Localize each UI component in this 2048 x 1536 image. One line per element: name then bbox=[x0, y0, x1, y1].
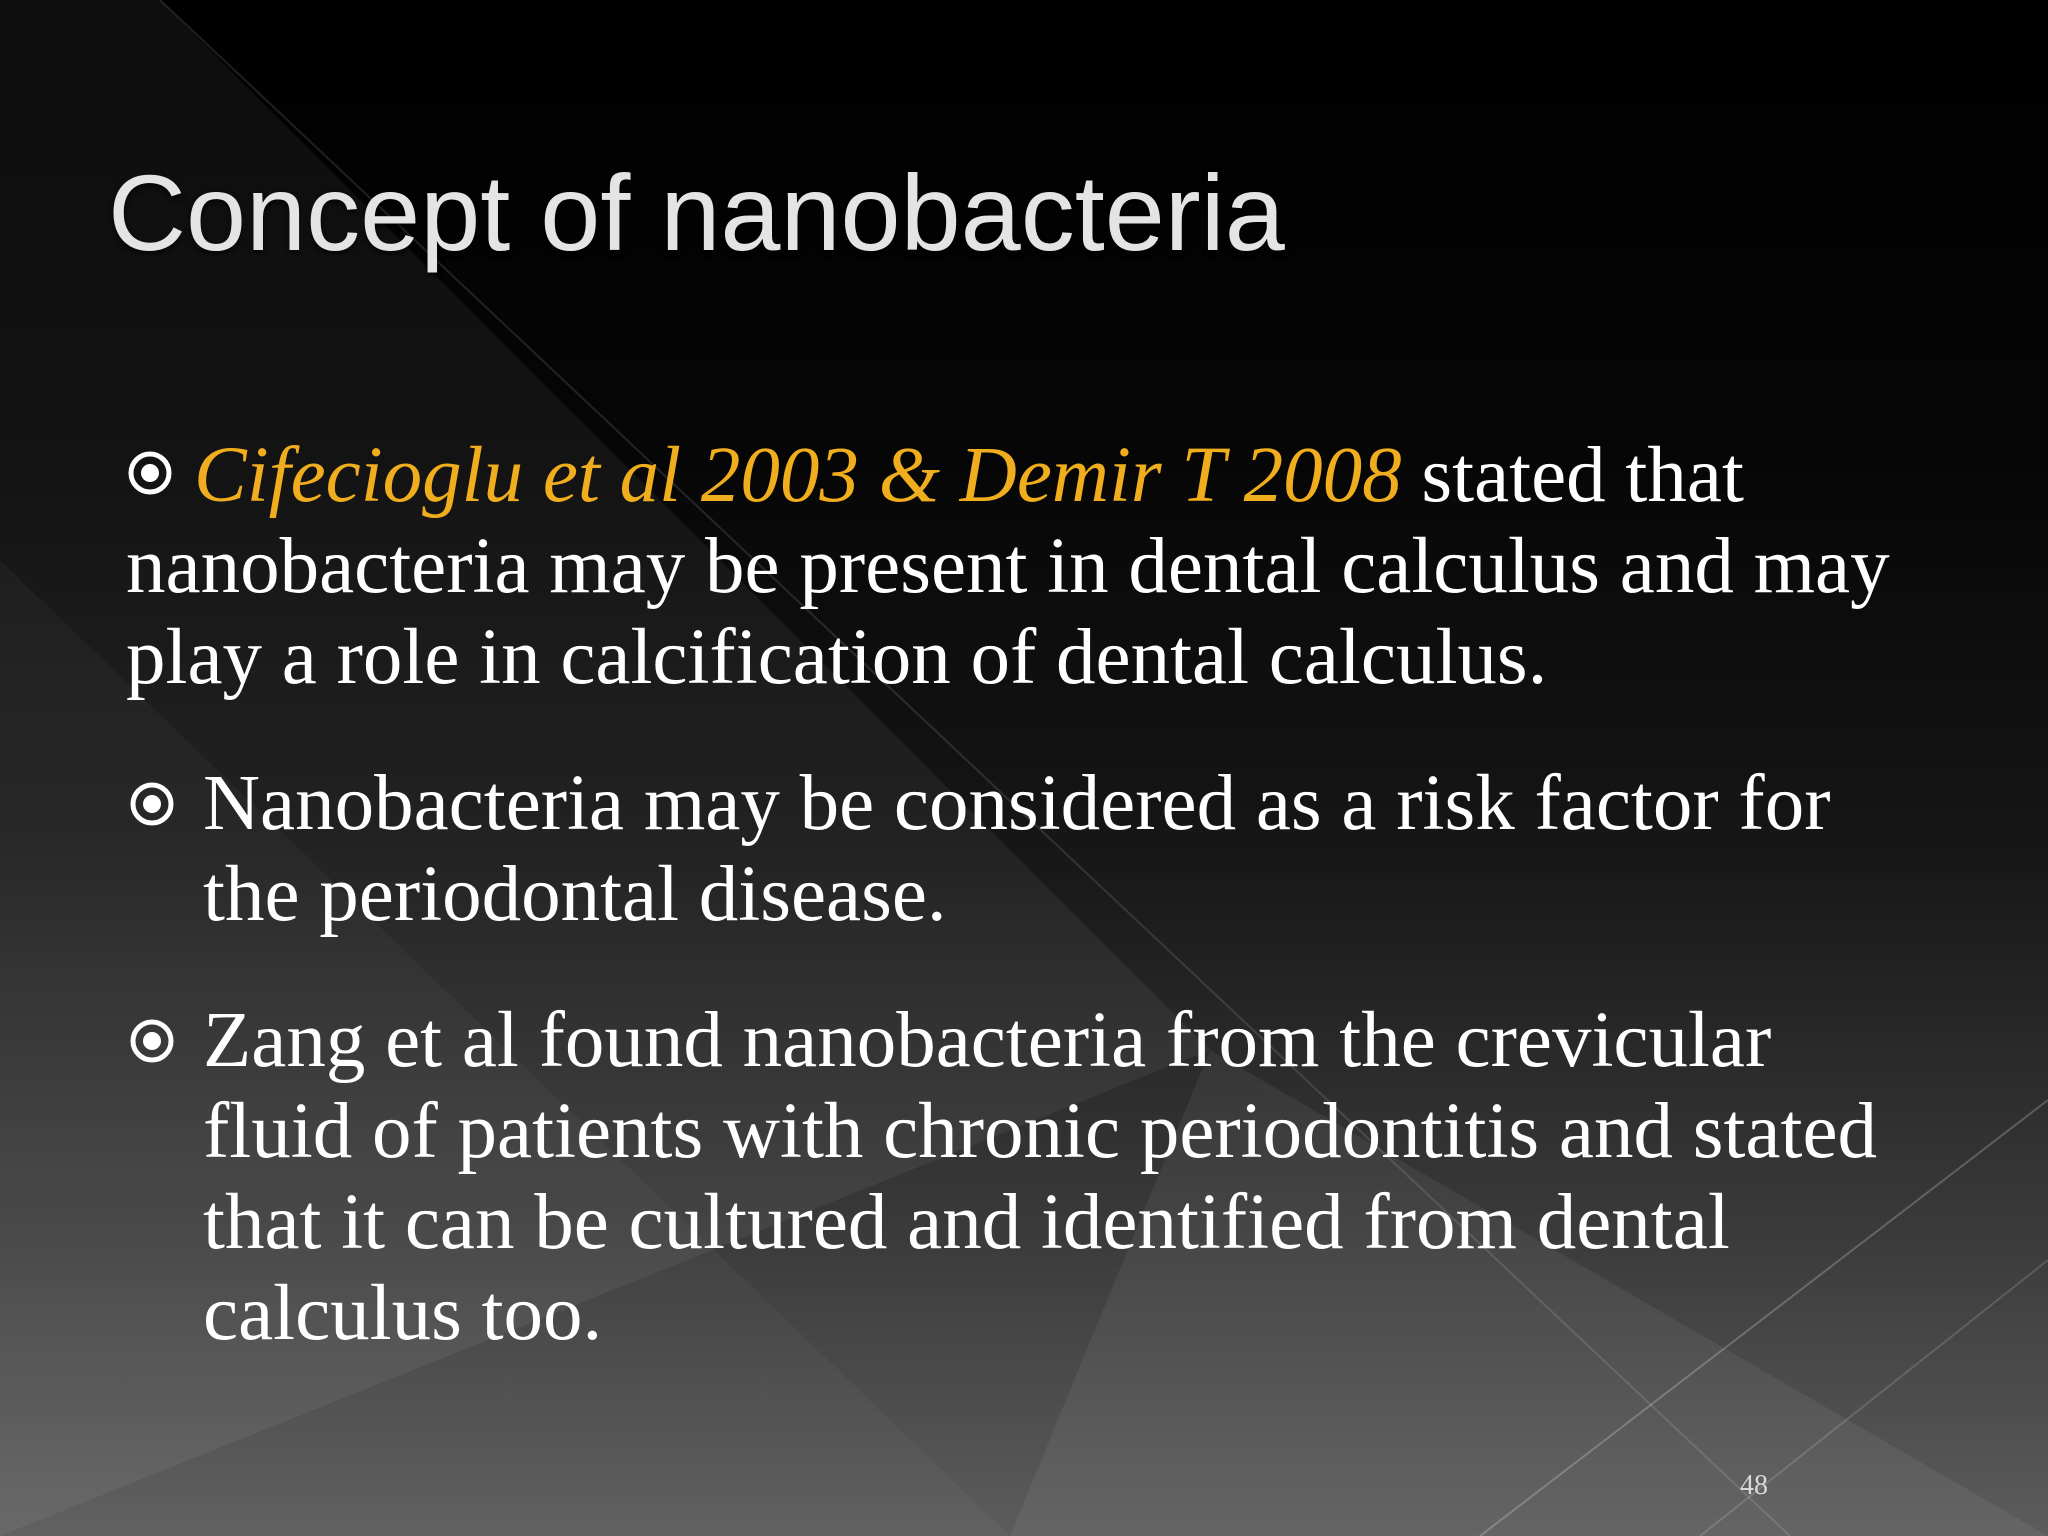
list-item bbox=[126, 430, 1926, 703]
bullet-text: Zang et al found nanobacteria from the crevicular fluid of patients with chronic periodontitis and stated that it can be cultured and identified from dental calculus too. bbox=[203, 997, 1878, 1357]
circled-dot-icon bbox=[126, 449, 174, 497]
bullet-text: stated that nanobacteria may be present in dental calculus and may play a role in calcification of dental calculus. bbox=[126, 432, 1890, 701]
circled-dot-icon bbox=[128, 1017, 176, 1065]
page-number: 48 bbox=[1740, 1470, 1768, 1501]
list-item bbox=[126, 758, 1926, 940]
citation-text: Cifecioglu et al 2003 & Demir T 2008 bbox=[194, 432, 1402, 519]
slide-title: Concept of nanobacteria bbox=[108, 152, 1285, 273]
bullet-text: Nanobacteria may be considered as a risk factor for the periodontal disease. bbox=[203, 760, 1831, 938]
bullet-list bbox=[126, 430, 1926, 1359]
list-item bbox=[126, 995, 1926, 1359]
circled-dot-icon bbox=[128, 780, 176, 828]
